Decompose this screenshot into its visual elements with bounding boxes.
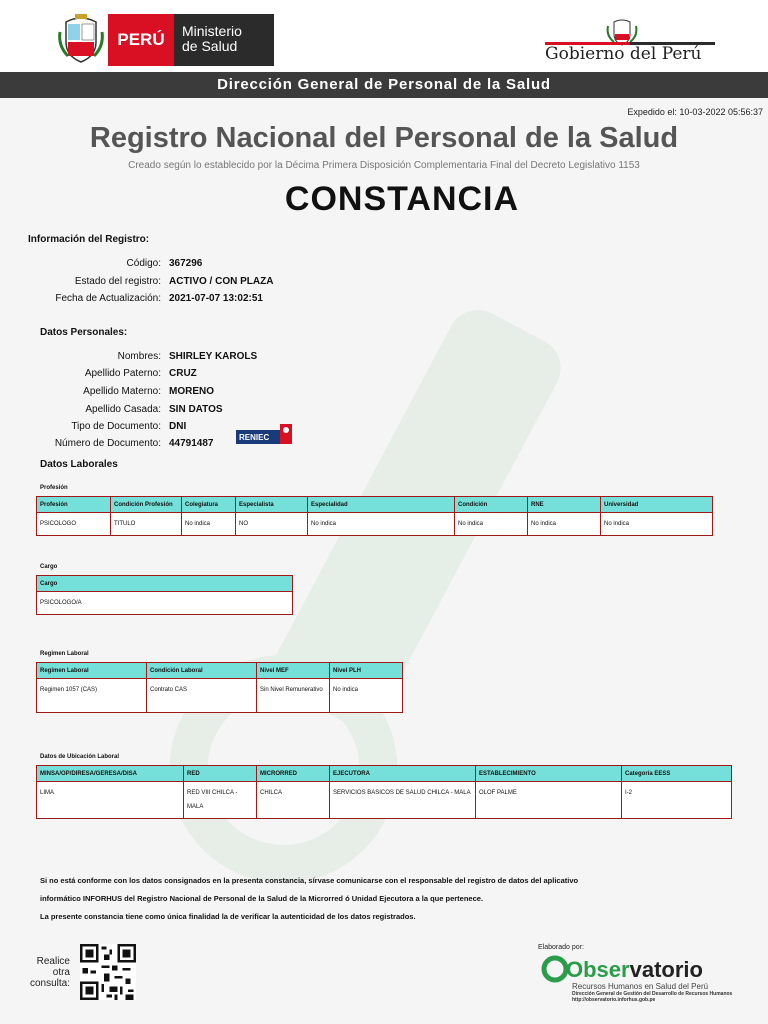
note-line: La presente constancia tiene como única finalidad la de verificar la autenticidad de los datos registrados. bbox=[40, 912, 416, 921]
page-header bbox=[0, 0, 768, 72]
field-key: Fecha de Actualización: bbox=[55, 293, 161, 304]
column-header: Profesión bbox=[37, 497, 111, 513]
expedido-date: Expedido el: 10-03-2022 05:56:37 bbox=[627, 107, 763, 117]
table-cell: NO bbox=[236, 513, 308, 536]
column-header: Colegiatura bbox=[182, 497, 236, 513]
column-header: Especialista bbox=[236, 497, 308, 513]
table-cell: No indica bbox=[528, 513, 601, 536]
page-subtitle: Creado según lo establecido por la Décima Primera Disposición Complementaria Final del Decreto Legislativo 1153 bbox=[128, 160, 640, 171]
ubicacion-caption: Datos de Ubicación Laboral bbox=[40, 754, 120, 760]
table-row bbox=[37, 679, 403, 713]
column-header: Nivel PLH bbox=[330, 663, 403, 679]
observatorio-detail-line: Dirección General de Gestión del Desarrollo de Recursos Humanos bbox=[572, 991, 733, 997]
personales-row-tipo-doc bbox=[0, 421, 400, 435]
field-value: SHIRLEY KAROLS bbox=[169, 351, 258, 362]
column-header: Condición Laboral bbox=[147, 663, 257, 679]
field-key: Número de Documento: bbox=[54, 438, 161, 449]
qr-code[interactable] bbox=[80, 944, 136, 1000]
registro-row-estado bbox=[0, 276, 400, 290]
page-title: Registro Nacional del Personal de la Salud bbox=[89, 122, 679, 154]
direccion-band: Dirección General de Personal de la Salud bbox=[0, 72, 768, 98]
registro-row-codigo bbox=[0, 258, 400, 272]
column-header: RED bbox=[184, 766, 257, 782]
personales-row-materno bbox=[0, 386, 400, 400]
table-row bbox=[37, 782, 732, 819]
column-header: Categoría EESS bbox=[622, 766, 732, 782]
table-cell: PSICOLOGO bbox=[37, 513, 111, 536]
column-header: Regimen Laboral bbox=[37, 663, 147, 679]
profesion-caption: Profesión bbox=[40, 485, 68, 491]
qr-label-line: Realice bbox=[36, 956, 70, 967]
ministerio-label bbox=[174, 14, 274, 66]
reniec-label: RENIEC bbox=[239, 433, 270, 442]
personales-row-nombres bbox=[0, 351, 400, 365]
personales-section-label: Datos Personales: bbox=[40, 327, 128, 338]
field-key: Apellido Paterno: bbox=[84, 368, 161, 379]
table-cell: CHILCA bbox=[257, 782, 330, 819]
table-header-row bbox=[37, 497, 713, 513]
disclaimer-notes bbox=[40, 872, 578, 926]
qr-label-line: otra bbox=[52, 967, 70, 978]
table-cell: RED VIII CHILCA - MALA bbox=[184, 782, 257, 819]
table-cell: No indica bbox=[601, 513, 713, 536]
gobierno-label: Gobierno del Perú bbox=[545, 44, 702, 64]
coat-of-arms-icon bbox=[58, 12, 104, 64]
table-cell: Regimen 1057 (CAS) bbox=[37, 679, 147, 713]
laborales-section-label: Datos Laborales bbox=[40, 459, 118, 470]
table-cell: TITULO bbox=[111, 513, 182, 536]
table-header-row bbox=[37, 576, 293, 592]
field-value: DNI bbox=[169, 421, 187, 432]
cargo-caption: Cargo bbox=[40, 564, 58, 570]
column-header: Condición Profesión bbox=[111, 497, 182, 513]
field-value: 2021-07-07 13:02:51 bbox=[169, 293, 263, 304]
peru-label: PERÚ bbox=[108, 14, 174, 66]
column-header: ESTABLECIMIENTO bbox=[476, 766, 622, 782]
observatorio-url[interactable]: http://observatorio.inforhus.gob.pe bbox=[572, 997, 656, 1003]
qr-label-line: consulta: bbox=[29, 978, 70, 989]
field-value: MORENO bbox=[169, 386, 214, 397]
table-cell: No indica bbox=[308, 513, 455, 536]
personales-row-paterno bbox=[0, 368, 400, 382]
table-cell: No indica bbox=[330, 679, 403, 713]
regimen-table bbox=[36, 662, 403, 713]
field-key: Nombres: bbox=[117, 351, 161, 362]
regimen-caption: Regimen Laboral bbox=[40, 651, 89, 657]
column-header: MICRORRED bbox=[257, 766, 330, 782]
ministerio-line-1: Ministerio bbox=[182, 23, 242, 39]
elaborado-label: Elaborado por: bbox=[538, 944, 584, 951]
note-line: Si no está conforme con los datos consignados en la presenta constancia, sírvase comunicarse con el responsable del registro de datos del aplicativo bbox=[40, 876, 579, 885]
profesion-table bbox=[36, 496, 713, 536]
personales-row-casada bbox=[0, 404, 400, 418]
constancia-heading: CONSTANCIA bbox=[284, 180, 520, 218]
column-header: EJECUTORA bbox=[330, 766, 476, 782]
table-cell: Contrato CAS bbox=[147, 679, 257, 713]
field-value: SIN DATOS bbox=[169, 404, 223, 415]
observatorio-subtitle: Recursos Humanos en Salud del Perú bbox=[572, 982, 709, 991]
observatorio-name-b: vatorio bbox=[629, 957, 703, 982]
table-cell: SERVICIOS BASICOS DE SALUD CHILCA - MALA bbox=[330, 782, 476, 819]
table-cell: Sin Nivel Remunerativo bbox=[257, 679, 330, 713]
table-header-row bbox=[37, 663, 403, 679]
field-value: 44791487 bbox=[169, 438, 214, 449]
table-cell: PSICOLOGO/A bbox=[37, 592, 293, 615]
table-cell: No indica bbox=[455, 513, 528, 536]
field-value: 367296 bbox=[169, 258, 203, 269]
table-cell: OLOF PALME bbox=[476, 782, 622, 819]
personales-row-num-doc bbox=[0, 438, 400, 452]
column-header: Cargo bbox=[37, 576, 293, 592]
column-header: Especialidad bbox=[308, 497, 455, 513]
ministerio-line-2: de Salud bbox=[182, 38, 238, 54]
table-row bbox=[37, 513, 713, 536]
column-header: Universidad bbox=[601, 497, 713, 513]
table-header-row bbox=[37, 766, 732, 782]
table-cell: LIMA bbox=[37, 782, 184, 819]
observatorio-name-a: Obser bbox=[566, 957, 630, 982]
field-value: ACTIVO / CON PLAZA bbox=[169, 276, 274, 287]
field-value: CRUZ bbox=[169, 368, 197, 379]
registro-section-label: Información del Registro: bbox=[28, 234, 150, 245]
note-line: informático INFORHUS del Registro Nacional de Personal de la Salud de la Microrred ó Unidad Ejecutora a la que pertenece. bbox=[40, 894, 484, 903]
table-cell: I-2 bbox=[622, 782, 732, 819]
field-key: Apellido Materno: bbox=[83, 386, 161, 397]
table-cell: No indica bbox=[182, 513, 236, 536]
column-header: Nivel MEF bbox=[257, 663, 330, 679]
field-key: Estado del registro: bbox=[74, 276, 161, 287]
table-row bbox=[37, 592, 293, 615]
column-header: MINSA/OP/DIRESA/GERESA/DISA bbox=[37, 766, 184, 782]
field-key: Tipo de Documento: bbox=[71, 421, 161, 432]
field-key: Apellido Casada: bbox=[85, 404, 161, 415]
column-header: Condición bbox=[455, 497, 528, 513]
qr-label bbox=[28, 956, 70, 989]
cargo-table bbox=[36, 575, 293, 615]
reniec-logo bbox=[236, 422, 293, 446]
field-key: Código: bbox=[126, 258, 161, 269]
registro-row-fecha bbox=[0, 293, 400, 307]
observatorio-name bbox=[566, 957, 703, 983]
ubicacion-table bbox=[36, 765, 732, 819]
column-header: RNE bbox=[528, 497, 601, 513]
observatorio-details bbox=[572, 991, 732, 1003]
